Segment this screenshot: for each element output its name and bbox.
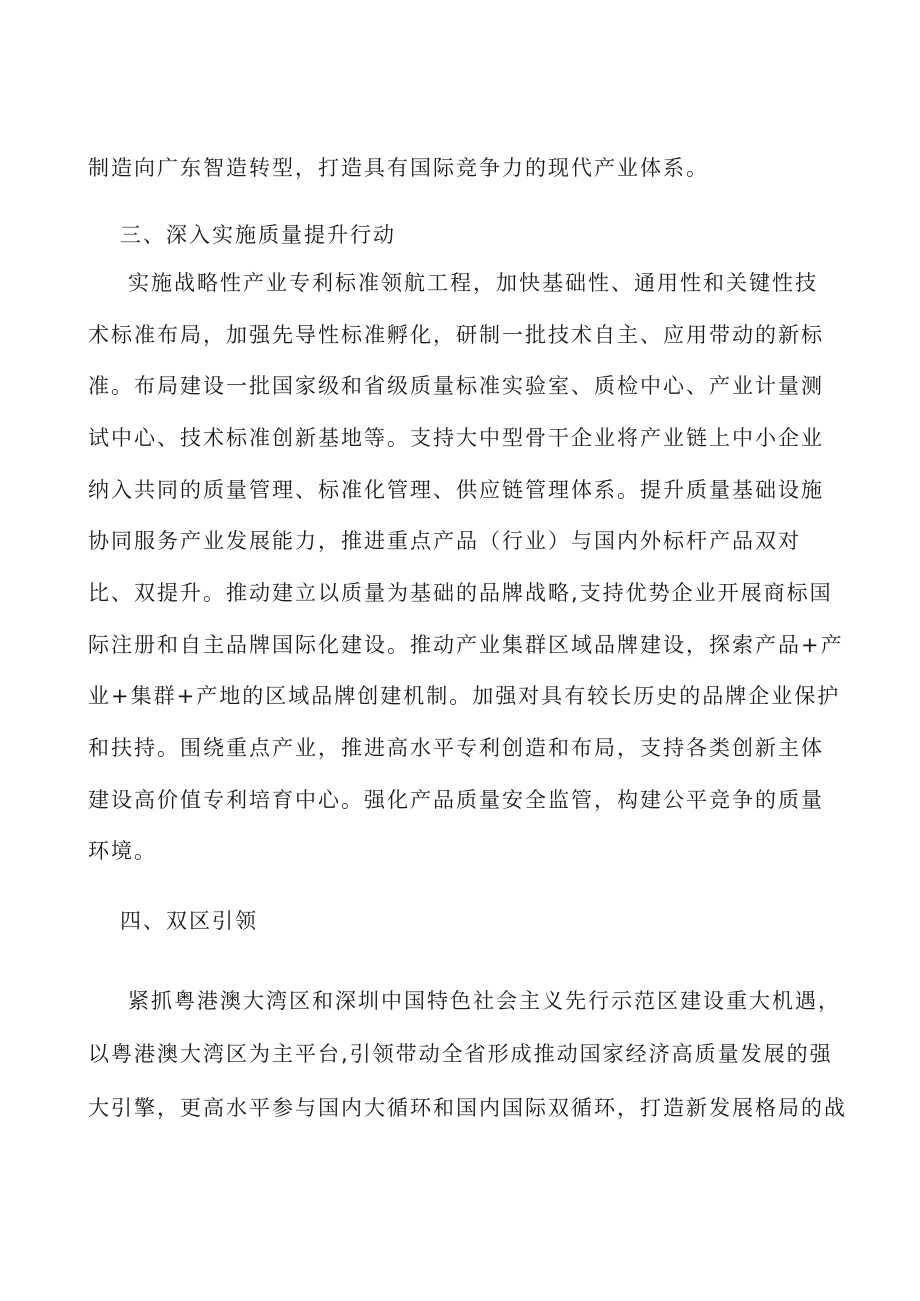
section-4-paragraph-line: 以粤港澳大湾区为主平台,引领带动全省形成推动国家经济高质量发展的强 <box>88 1042 833 1066</box>
section-3-paragraph-line: 纳入共同的质量管理、标准化管理、供应链管理体系。提升质量基础设施 <box>88 478 824 502</box>
section-3-paragraph-line: 建设高价值专利培育中心。强化产品质量安全监管，构建公平竞争的质量 <box>88 788 824 812</box>
section-3-paragraph-line: 协同服务产业发展能力，推进重点产品（行业）与国内外标杆产品双对 <box>88 529 801 553</box>
section-4-paragraph-line: 紧抓粤港澳大湾区和深圳中国特色社会主义先行示范区建设重大机遇， <box>128 989 841 1013</box>
section-3-paragraph-line: 试中心、技术标准创新基地等。支持大中型骨干企业将产业链上中小企业 <box>88 426 824 450</box>
section-3-paragraph-line: 和扶持。围绕重点产业，推进高水平专利创造和布局，支持各类创新主体 <box>88 736 824 760</box>
section-4-paragraph-line: 大引擎，更高水平参与国内大循环和国内国际双循环，打造新发展格局的战 <box>88 1096 847 1120</box>
section-3-paragraph-line: 术标准布局，加强先导性标准孵化，研制一批技术自主、应用带动的新标 <box>88 323 824 347</box>
section-3-paragraph-line: 际注册和自主品牌国际化建设。推动产业集群区域品牌建设，探索产品+产 <box>88 633 844 657</box>
section-3-paragraph-line: 业+集群+产地的区域品牌创建机制。加强对具有较长历史的品牌企业保护 <box>88 684 841 708</box>
section-4-heading: 四、双区引领 <box>120 909 258 933</box>
section-3-heading: 三、深入实施质量提升行动 <box>120 223 396 247</box>
section-3-paragraph-line: 准。布局建设一批国家级和省级质量标准实验室、质检中心、产业计量测 <box>88 374 824 398</box>
section-3-paragraph-line: 比、双提升。推动建立以质量为基础的品牌战略,支持优势企业开展商标国 <box>88 581 833 605</box>
section-3-paragraph-line: 实施战略性产业专利标准领航工程，加快基础性、通用性和关键性技 <box>128 271 818 295</box>
section-3-paragraph-line: 环境。 <box>88 839 157 863</box>
intro-line: 制造向广东智造转型，打造具有国际竞争力的现代产业体系。 <box>88 156 709 180</box>
